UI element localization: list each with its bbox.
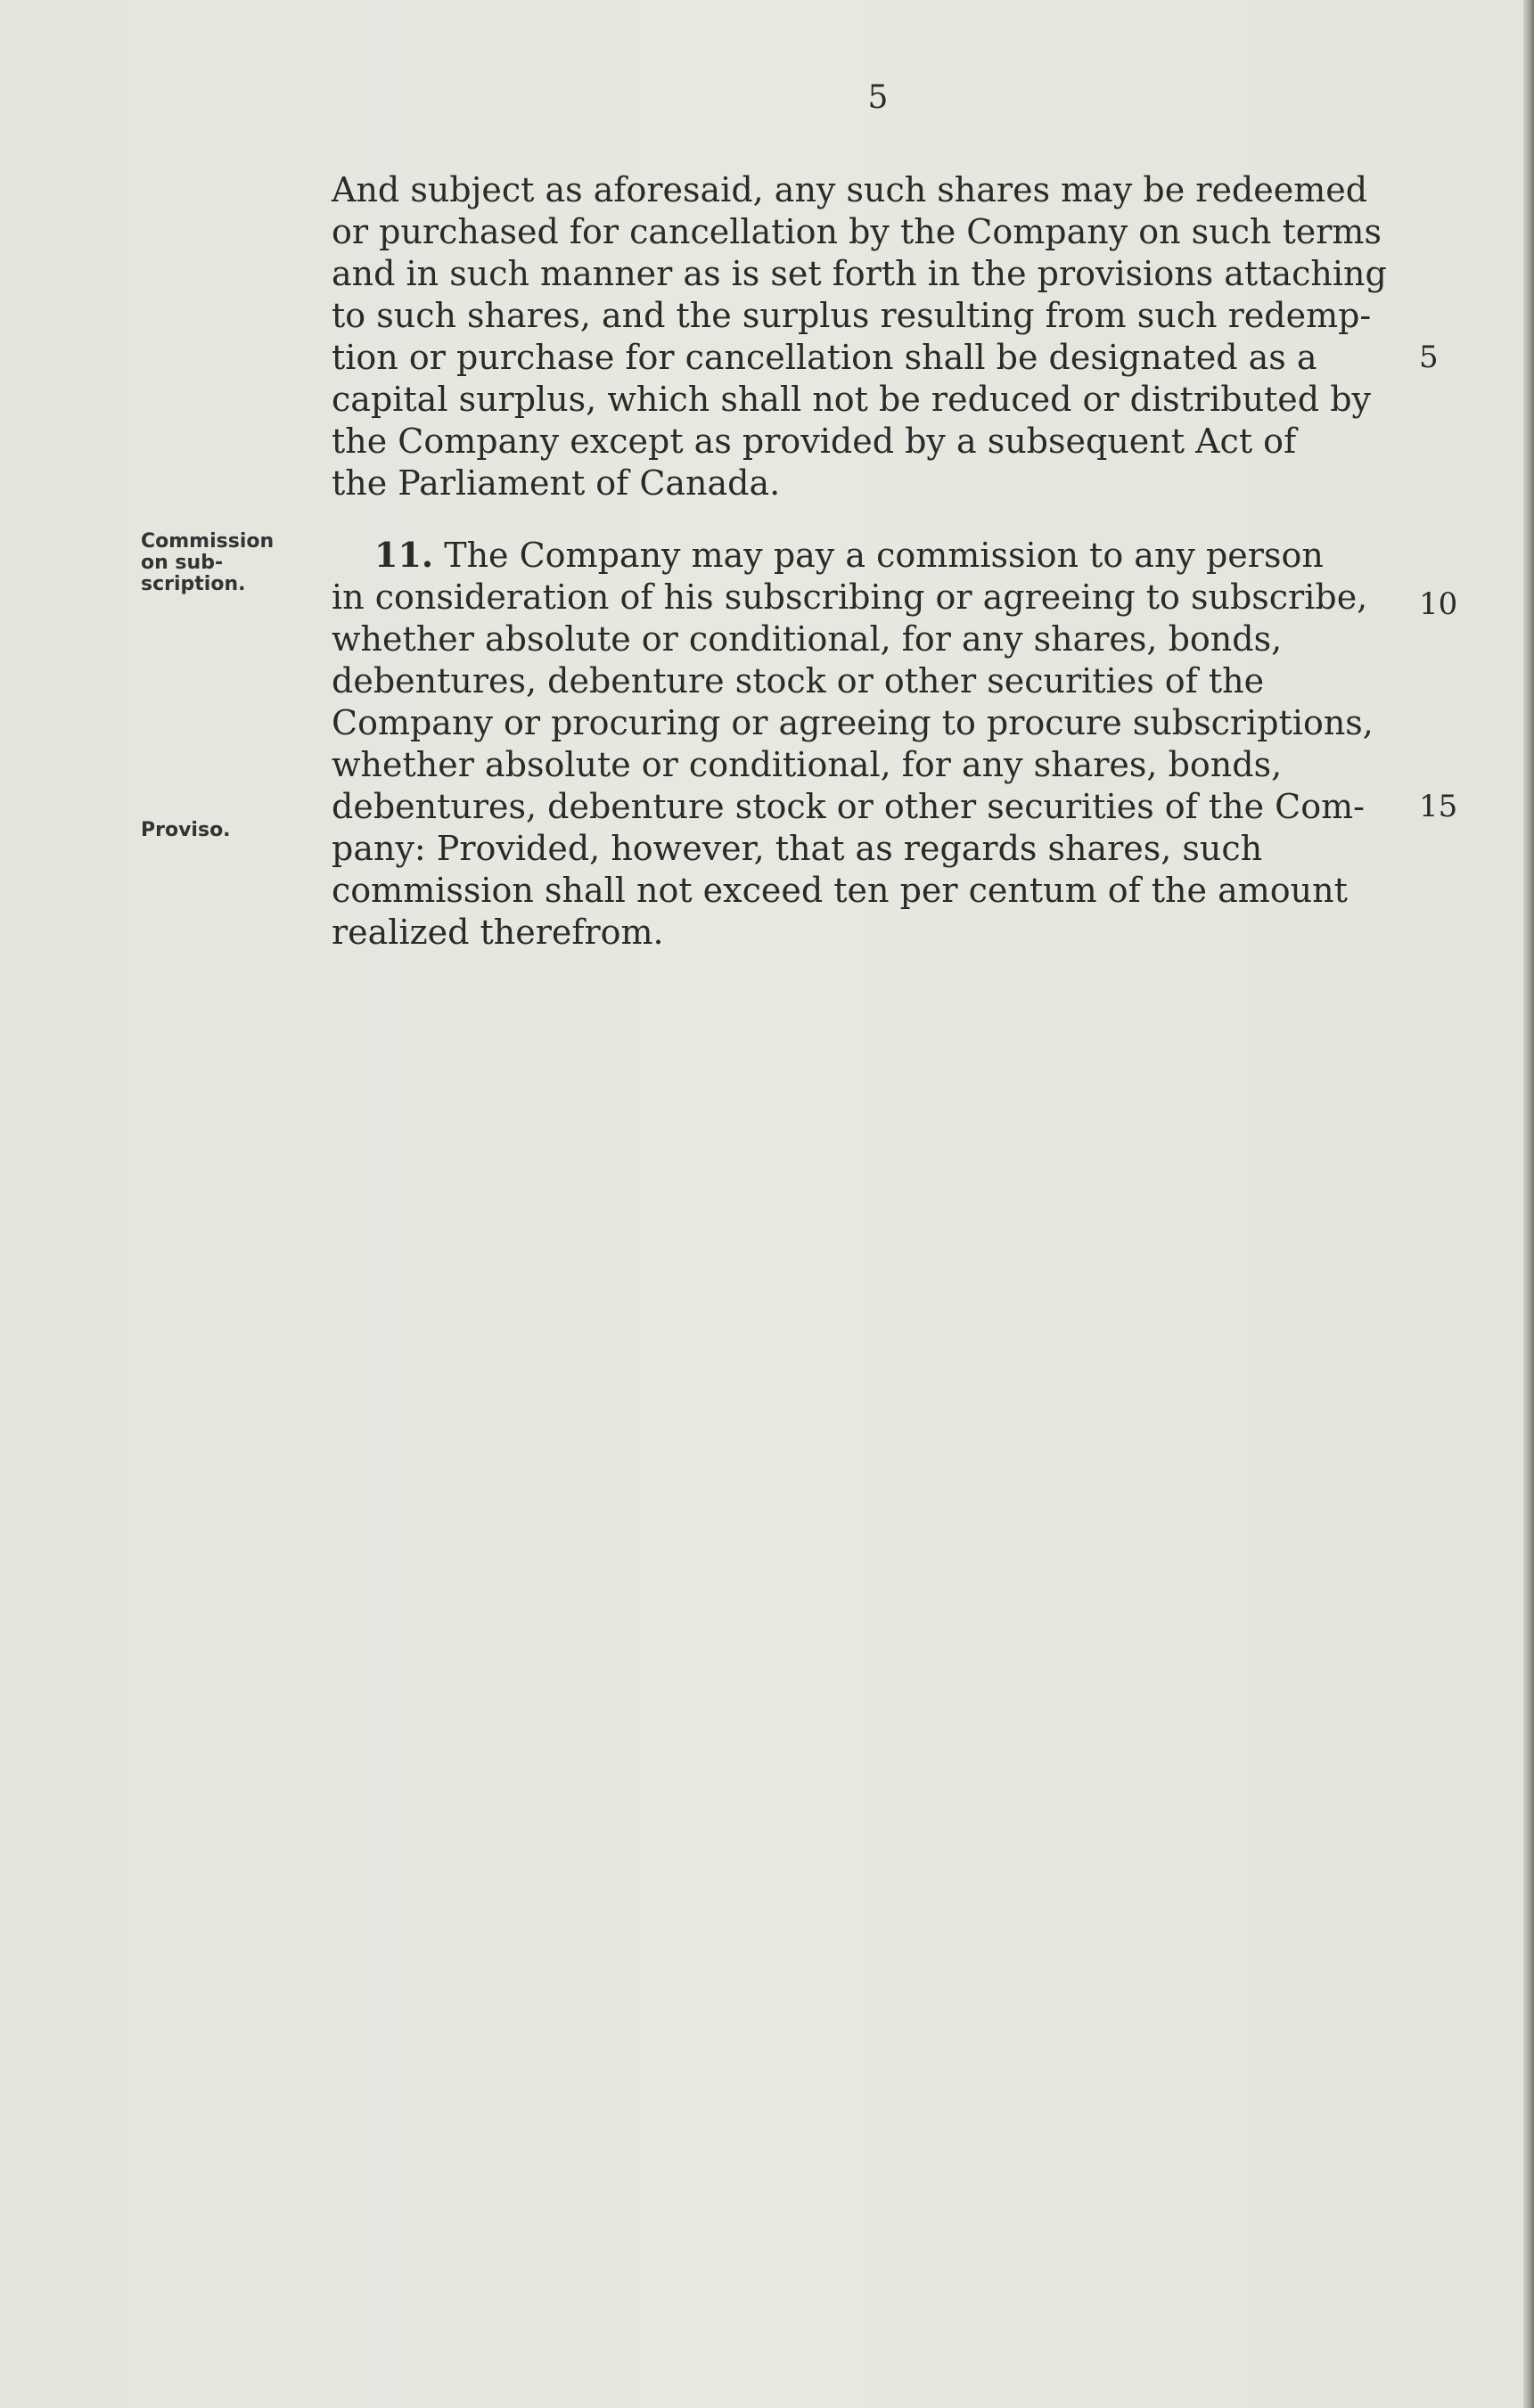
line-number-10: 10 — [1419, 586, 1458, 622]
text-line: debentures, debenture stock or other securities of the — [332, 661, 1265, 700]
text-line: and in such manner as is set forth in the provisions attaching — [332, 254, 1387, 293]
page-number: 5 — [867, 79, 889, 116]
section-first-line-text: The Company may pay a commission to any person — [444, 536, 1324, 575]
marginal-note-line: scription. — [141, 573, 246, 595]
text-line: realized therefrom. — [332, 913, 664, 952]
text-line: debentures, debenture stock or other securities of the Com- — [332, 787, 1365, 826]
text-line: whether absolute or conditional, for any shares, bonds, — [332, 745, 1283, 784]
page-edge-shadow — [1523, 0, 1534, 2408]
text-line: the Parliament of Canada. — [332, 463, 781, 503]
text-line: capital surplus, which shall not be reduced or distributed by — [332, 380, 1371, 419]
section-number: 11. — [374, 535, 434, 575]
text-line: And subject as aforesaid, any such shares may be redeemed — [332, 170, 1368, 209]
marginal-note-proviso: Proviso. — [141, 819, 231, 841]
text-line: the Company except as provided by a subsequent Act of — [332, 422, 1297, 461]
text-line: to such shares, and the surplus resulting from such redemp- — [332, 296, 1372, 335]
text-line: or purchased for cancellation by the Company on such terms — [332, 212, 1382, 251]
text-line: tion or purchase for cancellation shall be designated as a — [332, 338, 1317, 377]
text-line: whether absolute or conditional, for any shares, bonds, — [332, 619, 1283, 659]
text-line: pany: Provided, however, that as regards shares, such — [332, 829, 1263, 868]
line-number-15: 15 — [1419, 789, 1458, 824]
text-line: Company or procuring or agreeing to procure subscriptions, — [332, 703, 1374, 742]
text-line: commission shall not exceed ten per centum of the amount — [332, 871, 1348, 910]
line-number-5: 5 — [1419, 340, 1439, 375]
marginal-note-line: Commission — [141, 530, 275, 553]
marginal-note-line: on sub- — [141, 552, 224, 574]
text-line: in consideration of his subscribing or agreeing to subscribe, — [332, 577, 1368, 617]
section-first-line — [374, 535, 1444, 576]
